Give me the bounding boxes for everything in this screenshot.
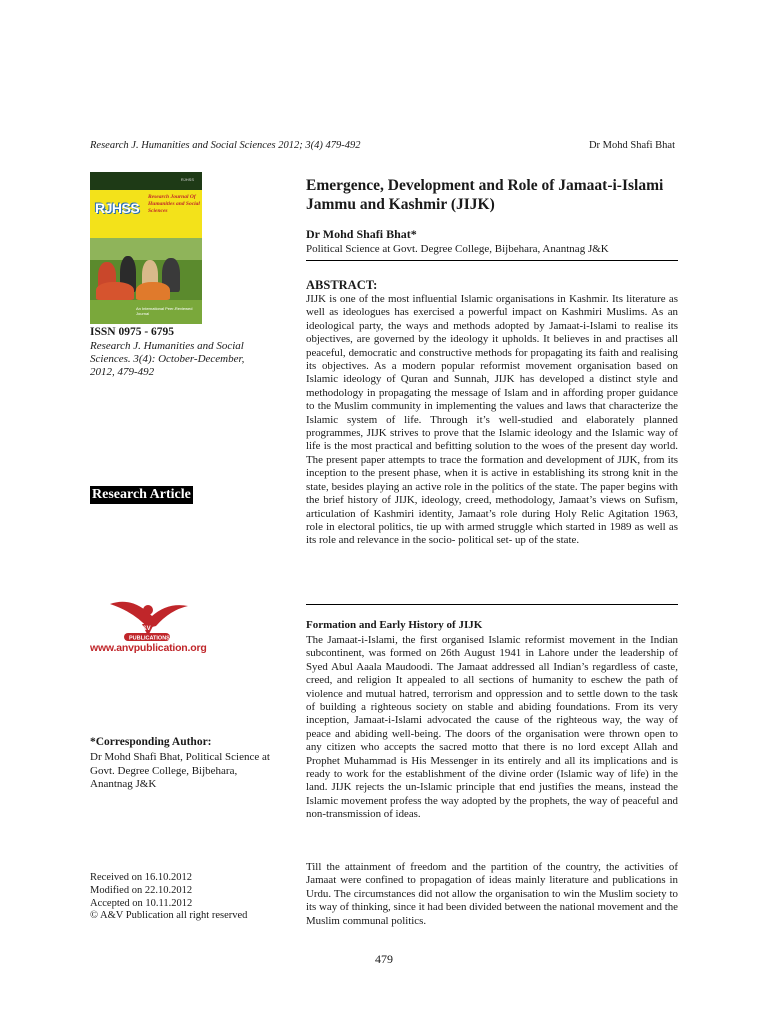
cover-photo [90,238,202,300]
publisher-logo [90,598,210,656]
issn: ISSN 0975 - 6795 [90,326,175,338]
divider [306,604,678,605]
publisher-logo-icon [90,598,210,642]
journal-cover-image: RJHSS RJHSS Research Journal Of Humanities and Social Sciences An International Peer-Reviewed Journal [90,172,202,324]
corresponding-author-heading: *Corresponding Author: [90,736,212,748]
abstract-heading: ABSTRACT: [306,278,378,292]
abstract-text: JIJK is one of the most influential Islamic organisations in Kashmir. Its literature as well as ideologues has exercised a powerful impact on Kashmiri Muslims. As an ideological party, the ways and methods adopted by Jamaat-i-Islami to realise its objectives, are governed by the ideology it upholds. It believes in and practises all peaceful, democratic and constructive methods for propagating its faith and realising its objectives. As a modern popular reformist movement organisation based on Islamic ideology of Quran and Sunnah, JIJK has developed a distinct style and methodology in propagating the message of Islam and in affording proper guidance to the Muslim community in implementing the values and laws that characterize the Islamic system of life. Through it’s well-studied and elaborately planned programmes, JIJK strives to prove that the Islamic ideology and the Islamic way of life is the most practical and befitting solution to the woes of the present day world. The present paper attempts to trace the formation and development of JIJK, from its inception to the present phase, when it is active in establishing its strong knit in the state, besides playing an active role in the politics of the state. The paper begins with the brief history of JIJK, ideology, creed, methodology, Jamaat’s views on Sufism, articulation of Kashmiri identity, Jamaat’s role during Holy Relic Agitation 1963, role in electoral politics, tie up with armed struggle which started in 1989 as well as its role and relevance in the socio- political set- up of the state. [306,293,678,547]
author-affiliation: Political Science at Govt. Degree College, Bijbehara, Anantnag J&K [306,243,609,255]
cover-title-text: Research Journal Of Humanities and Social Sciences [148,194,200,214]
modified-date: Modified on 22.10.2012 [90,884,193,896]
corresponding-author-details: Dr Mohd Shafi Bhat, Political Science at Govt. Degree College, Bijbehara, Anantnag J&K [90,751,270,790]
svg-text:A&V: A&V [138,626,151,632]
page-number: 479 [375,952,393,966]
divider [306,260,678,261]
running-header-citation: Research J. Humanities and Social Sciences 2012; 3(4) 479-492 [90,140,361,151]
article-type-label: Research Article [92,487,191,502]
publisher-url: www.anvpublication.org [90,642,207,654]
copyright-notice: © A&V Publication all right reserved [90,910,248,922]
article-dates [90,872,280,923]
running-header-author: Dr Mohd Shafi Bhat [588,140,675,151]
journal-info: Research J. Humanities and Social Sciences. 3(4): October-December, 2012, 479-492 [90,340,245,378]
article-author: Dr Mohd Shafi Bhat* [306,227,417,241]
section-paragraph: Till the attainment of freedom and the partition of the country, the activities of Jamaat were confined to propagation of ideas mainly literature and publications in Urdu. The circumstances did not allow the organisation to win the Muslim society to its way of thinking, since it had been divided between the national movement and the Muslim communal politics. [306,861,678,927]
article-title: Emergence, Development and Role of Jamaat-i-Islami Jammu and Kashmir (JIJK) [306,177,664,213]
section-paragraph: The Jamaat-i-Islami, the first organised Islamic reformist movement in the Indian subcontinent, was formed on 26th August 1941 in Lahore under the leadership of Syed Abul Aaala Maudoodi. The Jamaat addressed all Indian’s regardless of caste, creed, and religion It appealed to all sections of humanity to eschew the path of violence and mutual hatred, terrorism and oppression and to settle down to the task of building a righteous society on stable and abiding foundations. From its very inception, Jamaat-i-Islami advocated the cause of the righteous way, the way of peace and abiding well-being. The doors of the organisation were thrown open to any citizen who accepts the sacred motto that there is no lord except Allah and Prophet Muhammad is His Messenger in its entirely and all its implications and is ready to work for the establishment of the divine order (Islamic way of life) in the land. JIJK rejects the un-Islamic principle that end justifies the means, instead the Islamic movement profess the way adopted by the prophets, the way of peaceful and non-transmission of ideas. [306,634,678,821]
received-date: Received on 16.10.2012 [90,872,193,883]
cover-logo-text: RJHSS [95,200,140,216]
svg-text:PUBLICATIONS: PUBLICATIONS [129,635,170,642]
section-heading: Formation and Early History of JIJK [306,619,483,631]
accepted-date: Accepted on 10.11.2012 [90,897,193,909]
